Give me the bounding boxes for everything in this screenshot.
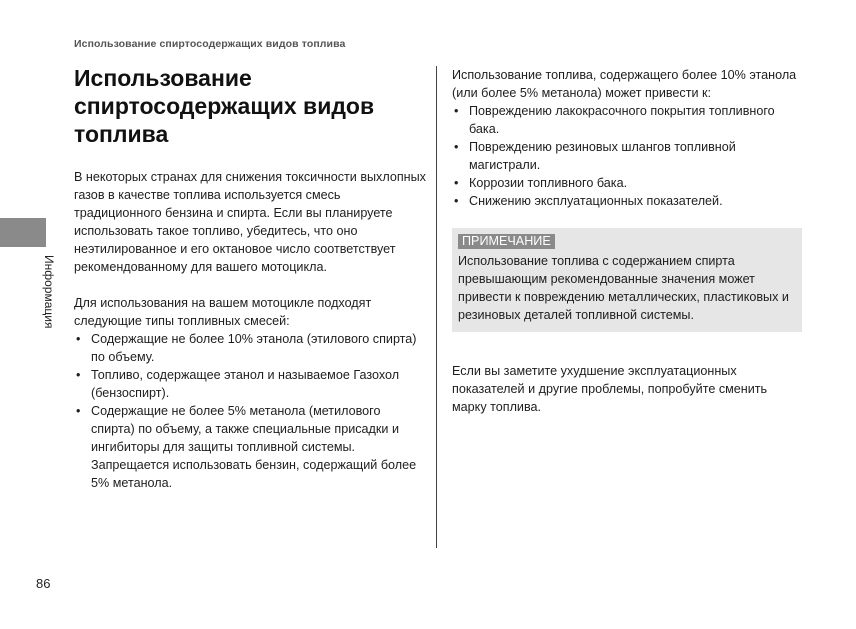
right-column — [452, 66, 802, 416]
fuel-types-list — [74, 330, 426, 492]
note-label: ПРИМЕЧАНИЕ — [458, 234, 555, 249]
page-title: Использование спиртосодержащих видов топлива — [74, 65, 375, 147]
note-box — [452, 228, 802, 332]
column-divider — [436, 66, 437, 548]
running-header: Использование спиртосодержащих видов топлива — [74, 38, 346, 50]
list-item: • Содержащие не более 5% метанола (метилового спирта) по объему, а также специальные присадки и ингибиторы для защиты топливной системы. Запрещается использовать бензин, содержащий более 5% метанола. — [74, 402, 426, 492]
section-tab-marker — [0, 218, 46, 247]
list-item: • Снижению эксплуатационных показателей. — [452, 192, 802, 210]
section-tab-label: Информация — [42, 255, 56, 329]
list-item: • Повреждению резиновых шлангов топливной магистрали. — [452, 138, 802, 174]
closing-paragraph: Если вы заметите ухудшение эксплуатационных показателей и другие проблемы, попробуйте сменить марку топлива. — [452, 364, 768, 414]
page-number: 86 — [36, 576, 51, 591]
risks-intro: Использование топлива, содержащего более 10% этанола (или более 5% метанола) может привести к: — [452, 68, 797, 100]
list-item: • Содержащие не более 10% этанола (этилового спирта) по объему. — [74, 330, 426, 366]
left-column — [74, 64, 426, 492]
list-item: • Топливо, содержащее этанол и называемое Газохол (бензоспирт). — [74, 366, 426, 402]
list-item: • Повреждению лакокрасочного покрытия топливного бака. — [452, 102, 802, 138]
intro-paragraph: В некоторых странах для снижения токсичности выхлопных газов в качестве топлива используется смесь традиционного бензина и спирта. Если вы планируете использовать такое топливо, убедитесь, что оно неэтилированное и его октановое число соответствует рекомендованному для вашего мотоцикла. — [74, 170, 426, 274]
list-item: • Коррозии топливного бака. — [452, 174, 802, 192]
risks-list — [452, 102, 802, 210]
note-text: Использование топлива с содержанием спирта превышающим рекомендованные значения может привести к повреждению металлических, пластиковых и резиновых деталей топливной системы. — [458, 254, 789, 322]
fuel-types-intro: Для использования на вашем мотоцикле подходят следующие типы топливных смесей: — [74, 296, 372, 328]
